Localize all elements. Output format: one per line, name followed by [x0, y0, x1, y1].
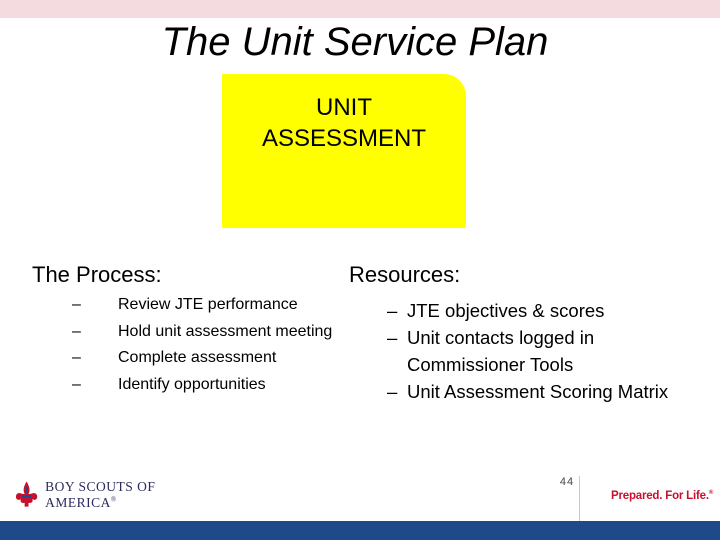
unit-assessment-line2: ASSESSMENT: [261, 125, 427, 152]
dash-bullet: –: [72, 375, 81, 393]
bsa-logo: [14, 478, 224, 512]
dash-bullet: –: [72, 322, 81, 340]
process-item-text: Hold unit assessment meeting: [118, 322, 333, 340]
page-number: 44: [559, 476, 575, 488]
dash-bullet: –: [72, 296, 81, 313]
tagline: Prepared. For Life.®: [611, 490, 714, 502]
process-item-text: Complete assessment: [118, 349, 277, 366]
resource-item-text: Unit contacts logged in Commissioner Tools: [407, 327, 595, 375]
dash-bullet: –: [72, 349, 81, 366]
unit-assessment-line1: UNIT: [316, 94, 372, 121]
process-item: [72, 349, 332, 376]
dash-bullet: –: [387, 300, 398, 321]
resource-item: [387, 378, 707, 405]
resources-list: [387, 297, 707, 405]
bottom-bar: [0, 521, 720, 540]
dash-bullet: –: [387, 381, 398, 402]
fleur-de-lis-icon: [14, 480, 39, 510]
process-item-text: Identify opportunities: [118, 375, 266, 393]
process-item: [72, 296, 332, 323]
process-list: [72, 296, 332, 402]
resources-heading: Resources:: [349, 262, 461, 287]
top-stripe: [0, 0, 720, 18]
process-heading: The Process:: [32, 262, 162, 287]
process-item: [72, 323, 332, 350]
resource-item: [387, 324, 707, 378]
process-item-text: Review JTE performance: [118, 296, 298, 313]
page-number-divider: [579, 476, 580, 522]
bsa-logo-text: BOY SCOUTS OF AMERICA®: [45, 479, 156, 510]
unit-assessment-label: [222, 92, 466, 154]
resource-item: [387, 297, 707, 324]
dash-bullet: –: [387, 327, 398, 348]
process-item: [72, 376, 332, 403]
slide-title: The Unit Service Plan: [161, 20, 549, 64]
resource-item-text: JTE objectives & scores: [407, 300, 605, 321]
resource-item-text: Unit Assessment Scoring Matrix: [407, 381, 669, 402]
